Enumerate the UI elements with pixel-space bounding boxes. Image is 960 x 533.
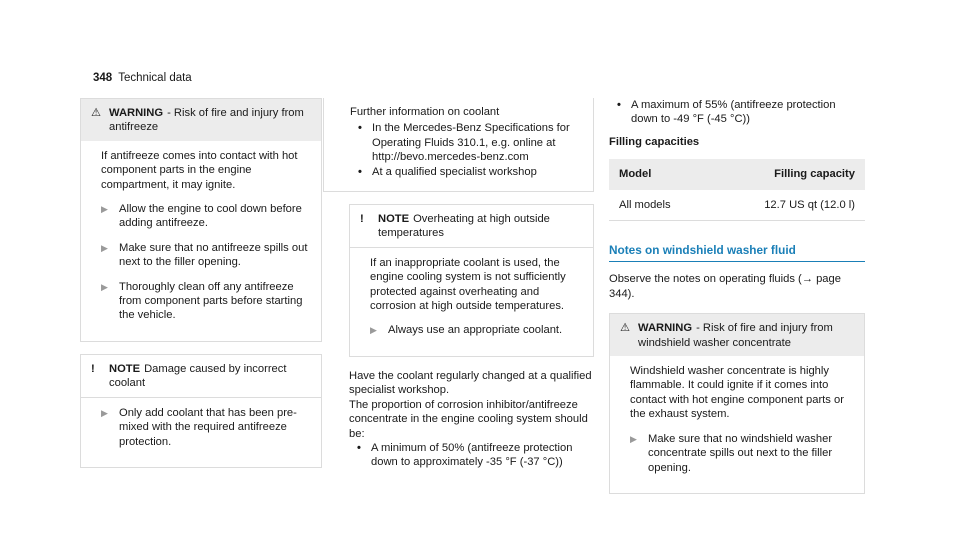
warning-label: WARNING — [109, 107, 164, 119]
warning-triangle-icon: ⚠ — [91, 107, 102, 119]
note-title: Damage caused by incorrect coolant — [109, 362, 287, 390]
note-title: Overheating at high outside temperatures — [378, 213, 550, 240]
warning-text: If antifreeze comes into contact with hot component parts in the engine compartment, it may ignite. — [101, 149, 298, 191]
warning-header — [610, 314, 864, 356]
observe-text: Observe the notes on operating fluids (→ page 344). — [609, 273, 841, 300]
table-cell: All models — [609, 190, 710, 221]
paragraph: Have the coolant regularly changed at a qualified specialist workshop. — [349, 369, 592, 397]
list-item: • At a qualified specialist workshop — [358, 165, 537, 178]
note-body — [81, 397, 321, 467]
list-item: • A minimum of 50% (antifreeze protection down to approximately -35 °F (-37 °C)) — [357, 441, 573, 469]
step: ▶ Always use an appropriate coolant. — [370, 324, 563, 337]
step-arrow-icon: ▶ — [101, 407, 108, 418]
warning-body — [610, 356, 864, 493]
step-arrow-icon: ▶ — [101, 281, 108, 292]
page-number: 348 — [93, 72, 113, 84]
note-header — [350, 205, 593, 247]
note-box-overheating — [349, 204, 594, 357]
step: ▶ Make sure that no antifreeze spills out next to the filler opening. — [101, 241, 308, 269]
table-row — [609, 190, 865, 221]
step: ▶ Allow the engine to cool down before adding antifreeze. — [101, 203, 302, 230]
note-text: If an inappropriate coolant is used, the engine cooling system is not sufficiently protected against overheating and corrosion at high outside temperatures. — [370, 256, 566, 313]
note-exclamation-icon: ! — [91, 362, 95, 375]
column-header: Filling capacity — [710, 159, 866, 189]
step-arrow-icon: ▶ — [101, 204, 108, 215]
note-label: NOTE — [378, 213, 410, 226]
warning-box-antifreeze — [80, 98, 322, 342]
note-exclamation-icon: ! — [360, 213, 364, 226]
column-header: Model — [609, 159, 710, 189]
warning-triangle-icon: ⚠ — [620, 322, 631, 335]
warning-body — [81, 141, 321, 341]
warning-title: - Risk of fire and injury from windshield washer concentrate — [638, 322, 833, 349]
note-label: NOTE — [109, 362, 141, 375]
coolant-info — [323, 98, 594, 192]
warning-title: - Risk of fire and injury from antifreeze — [109, 107, 304, 134]
list-item: • A maximum of 55% (antifreeze protection down to -49 °F (-45 °C)) — [617, 99, 836, 126]
table-header-row — [609, 159, 865, 189]
note-box-coolant — [80, 354, 322, 468]
paragraph: The proportion of corrosion inhibitor/antifreeze concentrate in the engine cooling system should be: — [349, 398, 588, 440]
page-header — [93, 71, 192, 85]
step: ▶ Only add coolant that has been pre-mixed with the required antifreeze protection. — [101, 406, 297, 448]
warning-text: Windshield washer concentrate is highly flammable. It could ignite if it comes into contact with hot engine component parts or the exhaust system. — [630, 365, 844, 421]
section-title: Technical data — [118, 72, 192, 84]
step: ▶ Make sure that no windshield washer concentrate spills out next to the filler opening. — [630, 432, 833, 474]
warning-label: WARNING — [638, 322, 693, 335]
warning-box-washer — [609, 313, 865, 494]
step: ▶ Thoroughly clean off any antifreeze from component parts before starting the vehicle. — [101, 280, 303, 322]
list-item: • In the Mercedes-Benz Specifications for Operating Fluids 310.1, e.g. online at http://bevo.mercedes-benz.com — [358, 122, 570, 164]
table-cell: 12.7 US qt (12.0 l) — [710, 190, 866, 221]
note-body — [350, 247, 593, 356]
warning-header — [81, 99, 321, 141]
coolant-paragraphs — [323, 369, 594, 470]
step-arrow-icon: ▶ — [101, 242, 108, 253]
step-arrow-icon: ▶ — [630, 433, 637, 444]
note-header — [81, 355, 321, 397]
washer-fluid-heading: Notes on windshield washer fluid — [609, 243, 865, 262]
column-2 — [323, 98, 594, 470]
filling-capacities-title: Filling capacities — [609, 135, 700, 148]
filling-capacity-table — [609, 159, 865, 221]
column-3 — [609, 98, 865, 494]
column-1 — [80, 98, 322, 468]
step-arrow-icon: ▶ — [370, 325, 377, 336]
info-intro: Further information on coolant — [350, 106, 500, 118]
